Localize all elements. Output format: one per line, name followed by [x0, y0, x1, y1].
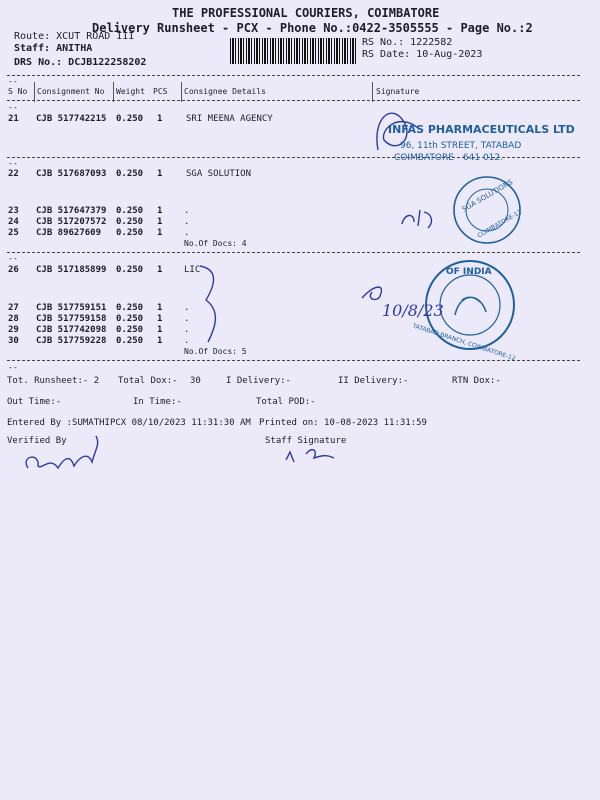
row-sno: 23: [8, 206, 19, 216]
route-label: Route: XCUT ROAD III: [14, 31, 135, 42]
col-weight: Weight: [116, 87, 145, 96]
entered-by: Entered By :SUMATHIPCX 08/10/2023 11:31:30 AM: [7, 418, 251, 428]
row-consignee: .: [184, 336, 190, 346]
sga-stamp-top: SGA SOLUTIONS: [460, 178, 515, 214]
signature-row-26: [362, 287, 381, 299]
row-consignment: CJB 517647379: [36, 206, 107, 216]
staff-signature: [286, 450, 334, 462]
pharma-stamp-line1: INFAS PHARMACEUTICALS LTD: [388, 123, 575, 136]
col-pcs: PCS: [153, 87, 168, 96]
total-dox-value: 30: [190, 376, 201, 386]
row-pcs: 1: [157, 265, 163, 275]
signature-curve: [200, 266, 215, 342]
row-pcs: 1: [157, 336, 163, 346]
row-weight: 0.250: [116, 114, 144, 124]
row-sno: 27: [8, 303, 19, 313]
row-consignee: .: [184, 217, 190, 227]
docs-count: No.Of Docs: 5: [184, 347, 247, 356]
verified-by-label: Verified By: [7, 436, 67, 446]
total-pod: Total POD:-: [256, 397, 316, 407]
in-time: In Time:-: [133, 397, 182, 407]
row-pcs: 1: [157, 314, 163, 324]
row-sno: 24: [8, 217, 19, 227]
row-weight: 0.250: [116, 336, 144, 346]
drs-number: DRS No.: DCJB122258202: [14, 57, 147, 68]
row-sno: 25: [8, 228, 19, 238]
row-consignment: CJB 517759151: [36, 303, 107, 313]
row-weight: 0.250: [116, 314, 144, 324]
separator-mark: --: [8, 159, 18, 168]
row-consignee: SRI MEENA AGENCY: [186, 114, 273, 124]
row-consignment: CJB 517759158: [36, 314, 107, 324]
separator-mark: --: [8, 77, 18, 86]
row-consignee: LIC: [184, 265, 201, 275]
lic-stamp-top: OF INDIA: [446, 267, 492, 277]
row-pcs: 1: [157, 303, 163, 313]
row-sno: 29: [8, 325, 19, 335]
row-weight: 0.250: [116, 206, 144, 216]
row-pcs: 1: [157, 169, 163, 179]
total-dox-label: Total Dox:-: [118, 376, 178, 386]
row-consignee: .: [184, 314, 190, 324]
rs-number: RS No.: 1222582: [362, 37, 453, 48]
separator-mark: --: [8, 103, 18, 112]
row-sno: 28: [8, 314, 19, 324]
row-consignee: .: [184, 228, 190, 238]
handwritten-date: 10/8/23: [382, 301, 444, 320]
docs-count: No.Of Docs: 4: [184, 239, 247, 248]
row-sno: 26: [8, 265, 19, 275]
row-weight: 0.250: [116, 217, 144, 227]
row-sno: 21: [8, 114, 19, 124]
row-consignment: CJB 517759228: [36, 336, 107, 346]
separator-mark: --: [8, 254, 18, 263]
row-consignee: .: [184, 303, 190, 313]
row-weight: 0.250: [116, 169, 144, 179]
first-delivery: I Delivery:-: [226, 376, 292, 386]
second-delivery: II Delivery:-: [338, 376, 409, 386]
runsheet-title: Delivery Runsheet - PCX - Phone No.:0422-3505555 - Page No.:2: [92, 21, 533, 35]
row-consignment: CJB 89627609: [36, 228, 102, 238]
col-sno: S No: [8, 87, 28, 96]
rs-date: RS Date: 10-Aug-2023: [362, 49, 483, 60]
signature-row-22: [402, 210, 431, 228]
verified-by-signature: [26, 436, 98, 468]
row-sno: 22: [8, 169, 19, 179]
row-consignee: SGA SOLUTION: [186, 169, 252, 179]
row-weight: 0.250: [116, 265, 144, 275]
out-time: Out Time:-: [7, 397, 62, 407]
printed-on: Printed on: 10-08-2023 11:31:59: [259, 418, 427, 428]
company-title: THE PROFESSIONAL COURIERS, COIMBATORE: [172, 6, 440, 20]
sga-stamp-bottom: COIMBATORE-12: [476, 208, 523, 240]
row-pcs: 1: [157, 217, 163, 227]
row-consignment: CJB 517687093: [36, 169, 107, 179]
row-weight: 0.250: [116, 228, 144, 238]
row-pcs: 1: [157, 228, 163, 238]
separator-mark: --: [8, 363, 18, 372]
row-consignment: CJB 517742098: [36, 325, 107, 335]
pharma-stamp-line3: COIMBATORE - 641 012.: [394, 153, 503, 163]
row-pcs: 1: [157, 206, 163, 216]
pharma-stamp-line2: 96, 11th STREET, TATABAD: [400, 141, 522, 151]
row-consignment: CJB 517185899: [36, 265, 107, 275]
sga-stamp: [454, 177, 523, 243]
col-consignment: Consignment No: [37, 87, 105, 96]
col-consignee: Consignee Details: [184, 87, 266, 96]
row-sno: 30: [8, 336, 19, 346]
row-pcs: 1: [157, 325, 163, 335]
staff-label: Staff: ANITHA: [14, 43, 93, 54]
row-consignment: CJB 517742215: [36, 114, 107, 124]
col-signature: Signature: [376, 87, 420, 96]
rtn-dox: RTN Dox:-: [452, 376, 501, 386]
row-consignment: CJB 517207572: [36, 217, 107, 227]
row-consignee: .: [184, 325, 190, 335]
total-runsheet: Tot. Runsheet:- 2: [7, 376, 100, 386]
staff-signature-label: Staff Signature: [265, 436, 347, 446]
lic-stamp-bottom: TATABAD BRANCH, COIMBATORE-12: [411, 322, 517, 363]
row-consignee: .: [184, 206, 190, 216]
row-weight: 0.250: [116, 325, 144, 335]
row-weight: 0.250: [116, 303, 144, 313]
row-pcs: 1: [157, 114, 163, 124]
